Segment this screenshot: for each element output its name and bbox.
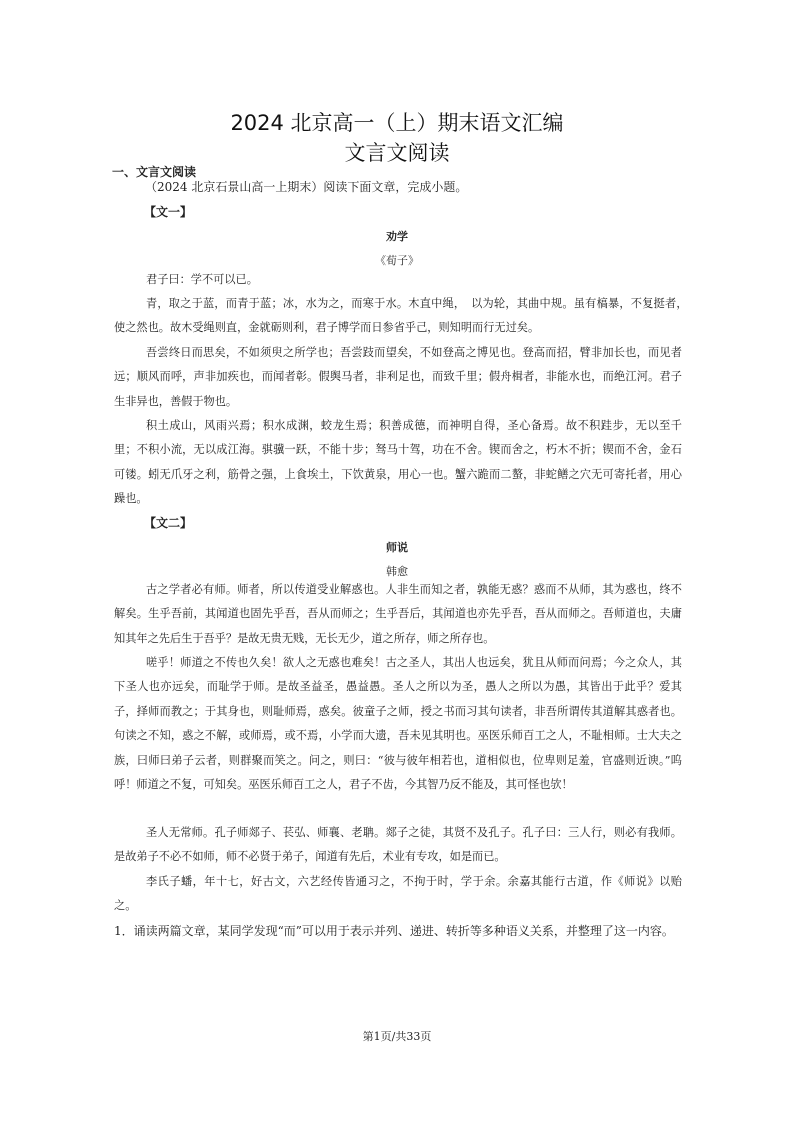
- document-subtitle: 文言文阅读: [344, 141, 450, 165]
- page-number: 第1页/共33页: [362, 1030, 432, 1043]
- paragraph: 李氏子蟠，年十七，好古文，六艺经传皆通习之，不拘于时，学于余。余嘉其能行古道，作《师说》以贻之。: [114, 875, 682, 913]
- paragraph: 青，取之于蓝，而青于蓝；冰，水为之，而寒于水。木直中绳， 以为轮，其曲中规。虽有槁暴，不复挺者， 使之然也。故木受绳则直，金就砺则利，君子博学而日参省乎己，则知明而行无过矣。: [114, 297, 694, 335]
- text2-title: 师说: [386, 541, 408, 554]
- text2-author: 韩愈: [386, 565, 408, 578]
- paragraph: 君子曰：学不可以已。: [146, 273, 258, 286]
- section-intro: （2024 北京石景山高一上期末）阅读下面文章，完成小题。: [145, 180, 468, 194]
- question-1: 1．诵读两篇文章，某同学发现“而”可以用于表示并列、递进、转折等多种语义关系，并整理了这一内容。: [114, 924, 674, 938]
- paragraph: 嗟乎！师道之不传也久矣！欲人之无惑也难矣！古之圣人，其出人也远矣，犹且从师而问焉；今之众人，其下圣人也亦远矣，而耻学于师。是故圣益圣，愚益愚。圣人之所以为圣，愚人之所以为愚，其皆出于此乎？爱其子，择师而教之；于其身也，则耻师焉，惑矣。彼童子之师，授之书而习其句读者，非吾所谓传其道解其惑者也。句读之不知，惑之不解，或师焉，或不焉，小学而大遗，吾未见其明也。巫医乐师百工之人，不耻相师。士大夫之族，曰师曰弟子云者，则群聚而笑之。问之，则曰：“彼与彼年相若也，道相似也，位卑则足羞，官盛则近谀。”呜呼！师道之不复，可知矣。巫医乐师百工之人，君子不齿，今其智乃反不能及，其可怪也欤！: [114, 656, 682, 792]
- document-title: 2024 北京高一（上）期末语文汇编: [230, 111, 564, 135]
- text1-title: 劝学: [386, 230, 408, 243]
- text1-author: 《荀子》: [375, 254, 419, 267]
- paragraph: 圣人无常师。孔子师郯子、苌弘、师襄、老聃。郯子之徒，其贤不及孔子。孔子曰：三人行，则必有我师。是故弟子不必不如师，师不必贤于弟子，闻道有先后，术业有专攻，如是而已。: [114, 826, 682, 864]
- paragraph: 积土成山，风雨兴焉；积水成渊，蛟龙生焉；积善成德，而神明自得，圣心备焉。故不积跬步，无以至千里；不积小流，无以成江海。骐骥一跃，不能十步；驽马十驾，功在不舍。锲而舍之，朽木不折；锲而不舍，金石可镂。蚓无爪牙之利，筋骨之强，上食埃土，下饮黄泉，用心一也。蟹六跪而二螯，非蛇鳝之穴无可寄托者，用心躁也。: [114, 419, 682, 506]
- paragraph: 吾尝终日而思矣，不如须臾之所学也；吾尝跂而望矣，不如登高之博见也。登高而招，臂非加长也，而见者远；顺风而呼，声非加疾也，而闻者彰。假舆马者，非利足也，而致千里；假舟楫者，非能水也，而绝江河。君子生非异也，善假于物也。: [114, 346, 682, 408]
- section-heading: 一、文言文阅读: [112, 165, 197, 179]
- text2-tag: 【文二】: [144, 516, 193, 530]
- paragraph: 古之学者必有师。师者，所以传道受业解惑也。人非生而知之者，孰能无惑？惑而不从师，其为惑也，终不解矣。生乎吾前，其闻道也固先乎吾，吾从而师之；生乎吾后，其闻道也亦先乎吾，吾从而师之。吾师道也，夫庸知其年之先后生于吾乎？是故无贵无贱，无长无少，道之所存，师之所存也。: [114, 583, 682, 645]
- text1-tag: 【文一】: [144, 205, 193, 219]
